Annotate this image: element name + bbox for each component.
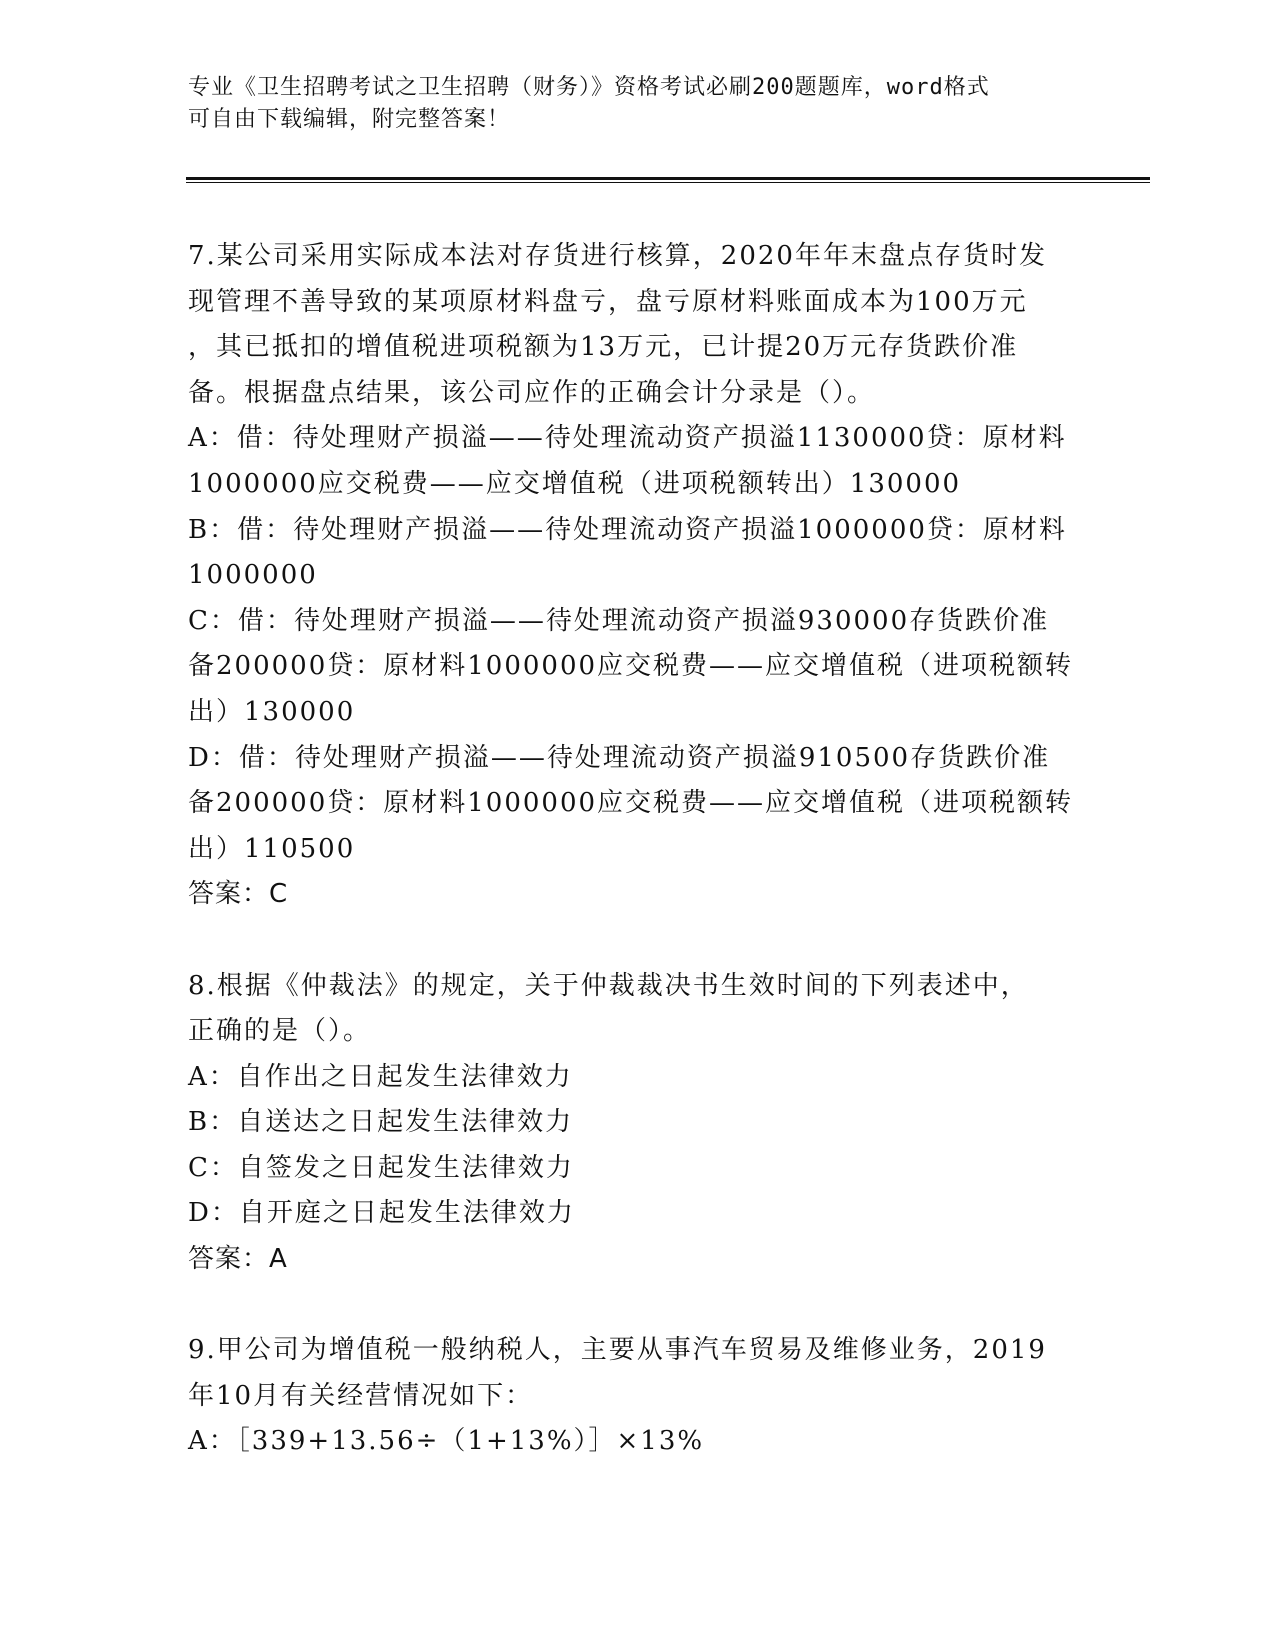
question-9: [188, 1328, 1088, 1465]
header-title-line-2: 可自由下载编辑，附完整答案！: [188, 107, 511, 132]
question-text-line: 现管理不善导致的某项原材料盘亏，盘亏原材料账面成本为100万元: [188, 286, 1028, 317]
option-b-line: 1000000: [188, 560, 318, 591]
option-a-line: A：自作出之日起发生法律效力: [188, 1061, 573, 1092]
header-divider-thin: [186, 182, 1150, 183]
option-d-line: 出）110500: [188, 833, 356, 864]
option-d-line: 备200000贷：原材料1000000应交税费——应交增值税（进项税额转: [188, 788, 1074, 819]
question-text-line: 年10月有关经营情况如下：: [188, 1380, 534, 1411]
option-c-line: 出）130000: [188, 696, 356, 727]
document-header: [188, 72, 1068, 136]
header-divider-thick: [186, 177, 1150, 180]
option-a-line: A：［339+13.56÷（1+13%）］×13%: [188, 1426, 705, 1457]
question-spacer: [188, 1283, 1088, 1329]
option-a-line: 1000000应交税费——应交增值税（进项税额转出）130000: [188, 468, 962, 499]
option-c-line: C：借：待处理财产损溢——待处理流动资产损溢930000存货跌价准: [188, 605, 1050, 636]
header-title-line-1: 专业《卫生招聘考试之卫生招聘（财务）》资格考试必刷200题题库，word格式: [188, 75, 990, 100]
question-text-line: ，其已抵扣的增值税进项税额为13万元，已计提20万元存货跌价准: [188, 332, 1019, 363]
question-text-line: 正确的是（）。: [188, 1016, 372, 1047]
question-text-line: 备。根据盘点结果，该公司应作的正确会计分录是（）。: [188, 377, 876, 408]
option-c-line: C：自签发之日起发生法律效力: [188, 1152, 574, 1183]
question-list: [188, 234, 1088, 1465]
question-text-line: 8.根据《仲裁法》的规定，关于仲裁裁决书生效时间的下列表述中，: [188, 970, 1029, 1001]
question-8: [188, 964, 1088, 1283]
option-d-line: D：借：待处理财产损溢——待处理流动资产损溢910500存货跌价准: [188, 742, 1051, 773]
answer-label: 答案：C: [188, 879, 289, 910]
option-b-line: B：自送达之日起发生法律效力: [188, 1107, 574, 1138]
option-c-line: 备200000贷：原材料1000000应交税费——应交增值税（进项税额转: [188, 651, 1074, 682]
question-spacer: [188, 918, 1088, 964]
option-a-line: A：借：待处理财产损溢——待处理流动资产损溢1130000贷：原材料: [188, 423, 1067, 454]
question-7: [188, 234, 1088, 918]
option-b-line: B：借：待处理财产损溢——待处理流动资产损溢1000000贷：原材料: [188, 514, 1067, 545]
question-text-line: 9.甲公司为增值税一般纳税人，主要从事汽车贸易及维修业务，2019: [188, 1335, 1047, 1366]
option-d-line: D：自开庭之日起发生法律效力: [188, 1198, 575, 1229]
question-text-line: 7.某公司采用实际成本法对存货进行核算，2020年年末盘点存货时发: [188, 241, 1047, 271]
answer-label: 答案：A: [188, 1244, 288, 1275]
